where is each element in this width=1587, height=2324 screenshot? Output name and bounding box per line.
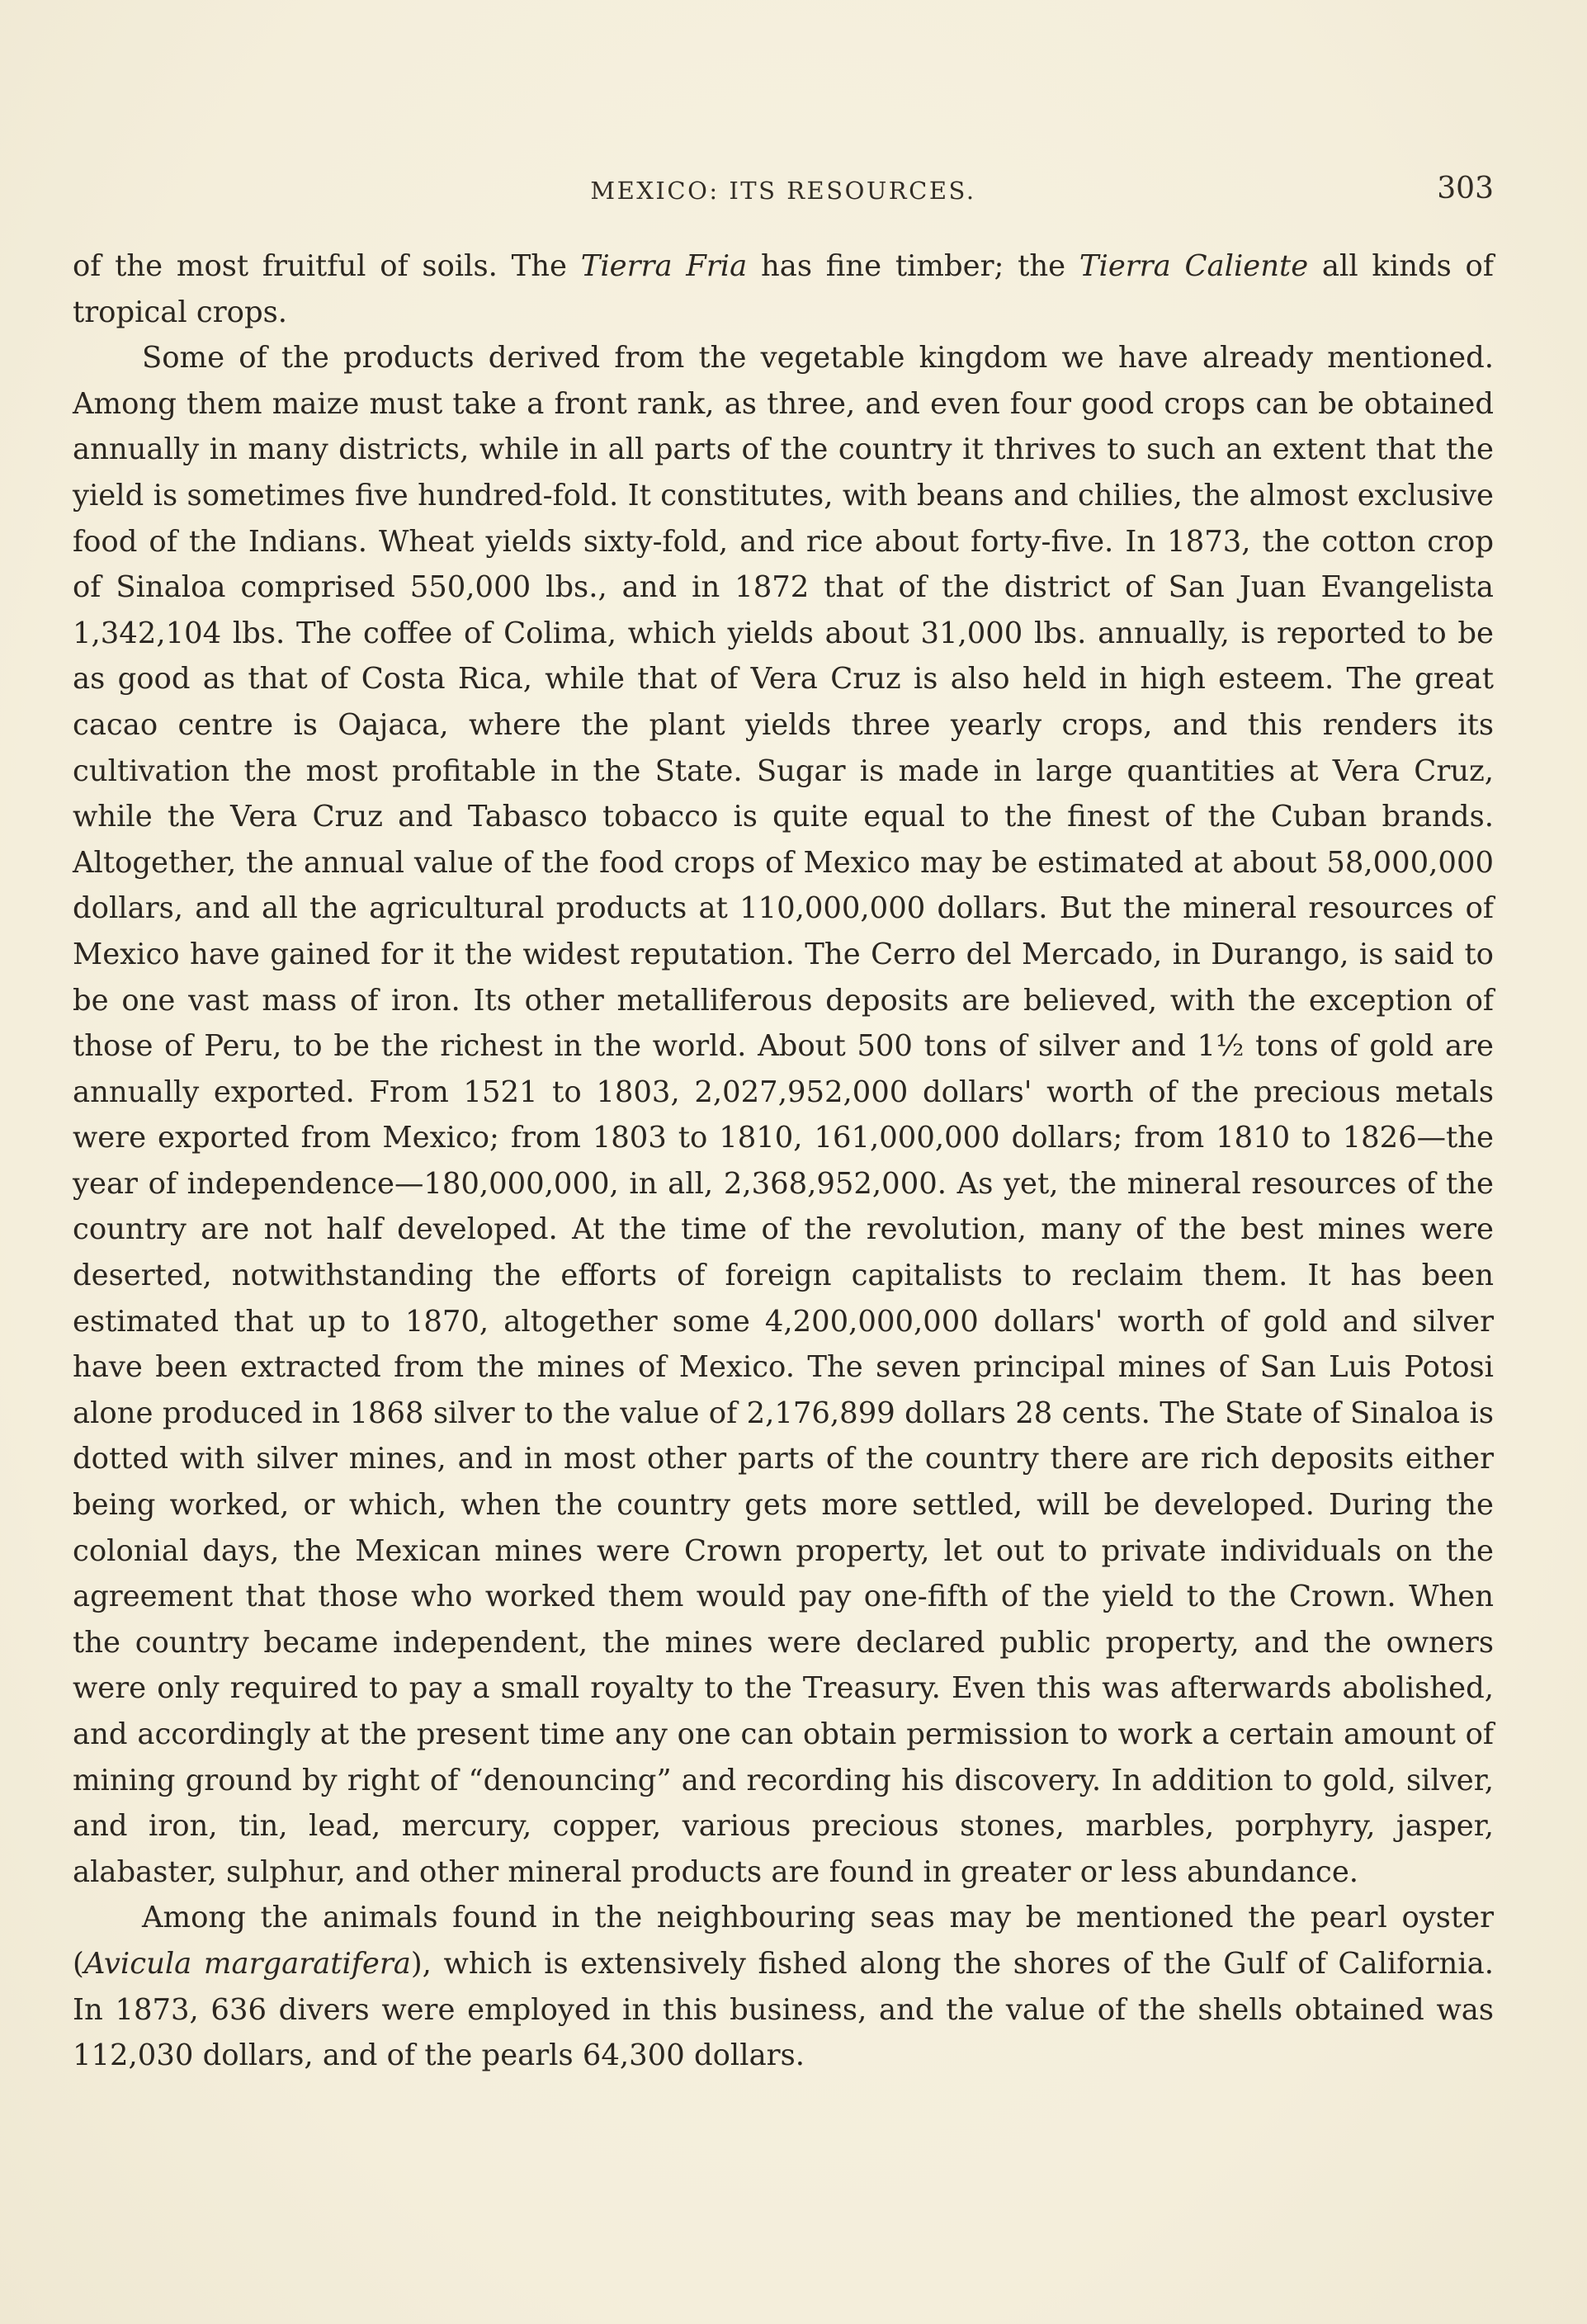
text-span: Among the animals found in the neighbouring seas may be mentioned the pearl oyster ( (73, 1901, 1494, 1981)
text-span: has fine timber; the (747, 249, 1079, 283)
page-number: 303 (1437, 172, 1494, 205)
text-span: ), which is extensively fished along the shores of the Gulf of California. In 1873, 636 divers were employed in this business, and the value of the shells obtained was 112,030 dollars, and of the pearls 64,300 dollars. (73, 1946, 1494, 2073)
italic-term: Tierra Caliente (1079, 249, 1309, 283)
text-span: of the most fruitful of soils. The (73, 249, 581, 283)
paragraph-3 (73, 1895, 1494, 2078)
paragraph-1 (73, 243, 1494, 335)
text-span: Some of the products derived from the vegetable kingdom we have already mentioned. Among them maize must take a front rank, as three, and even four good crops can be obtained annually in many districts, while in all parts of the country it thrives to such an extent that the yield is sometimes five hundred-fold. It constitutes, with beans and chilies, the almost exclusive food of the Indians. Wheat yields sixty-fold, and rice about forty-five. In 1873, the cotton crop of Sinaloa comprised 550,000 lbs., and in 1872 that of the district of San Juan Evangelista 1,342,104 lbs. The coffee of Colima, which yields about 31,000 lbs. annually, is reported to be as good as that of Costa Rica, while that of Vera Cruz is also held in high esteem. The great cacao centre is Oajaca, where the plant yields three yearly crops, and this renders its cultivation the most profitable in the State. Sugar is made in large quantities at Vera Cruz, while the Vera Cruz and Tabasco tobacco is quite equal to the finest of the Cuban brands. Altogether, the annual value of the food crops of Mexico may be estimated at about 58,000,000 dollars, and all the agricultural products at 110,000,000 dollars. But the mineral resources of Mexico have gained for it the widest reputation. The Cerro del Mercado, in Durango, is said to be one vast mass of iron. Its other metalliferous deposits are believed, with the exception of those of Peru, to be the richest in the world. About 500 tons of silver and 1½ tons of gold are annually exported. From 1521 to 1803, 2,027,952,000 dollars' worth of the precious metals were exported from Mexico; from 1803 to 1810, 161,000,000 dollars; from 1810 to 1826—the year of independence—180,000,000, in all, 2,368,952,000. As yet, the mineral resources of the country are not half developed. At the time of the revolution, many of the best mines were deserted, notwithstanding the efforts of foreign capitalists to reclaim them. It has been estimated that up to 1870, altogether some 4,200,000,000 dollars' worth of gold and silver have been extracted from the mines of Mexico. The seven principal mines of San Luis Potosi alone produced in 1868 silver to the value of 2,176,899 dollars 28 cents. The State of Sinaloa is dotted with silver mines, and in most other parts of the country there are rich deposits either being worked, or which, when the country gets more settled, will be developed. During the colonial days, the Mexican mines were Crown property, let out to private individuals on the agreement that those who worked them would pay one-fifth of the yield to the Crown. When the country became independent, the mines were declared public property, and the owners were only required to pay a small royalty to the Treasury. Even this was afterwards abolished, and accordingly at the present time any one can obtain permission to work a certain amount of mining ground by right of “denouncing” and recording his discovery. In addition to gold, silver, and iron, tin, lead, mercury, copper, various precious stones, marbles, porphyry, jasper, alabaster, sulphur, and other mineral products are found in greater or less abundance. (73, 341, 1494, 1889)
text-span: all kinds of tropical crops. (73, 249, 1494, 329)
italic-term: Avicula margaratifera (83, 1946, 411, 1981)
body-text (73, 243, 1494, 2079)
running-title: MEXICO: ITS RESOURCES. (590, 177, 976, 205)
paragraph-2 (73, 335, 1494, 1895)
running-head (73, 172, 1494, 221)
italic-term: Tierra Fria (580, 249, 748, 283)
